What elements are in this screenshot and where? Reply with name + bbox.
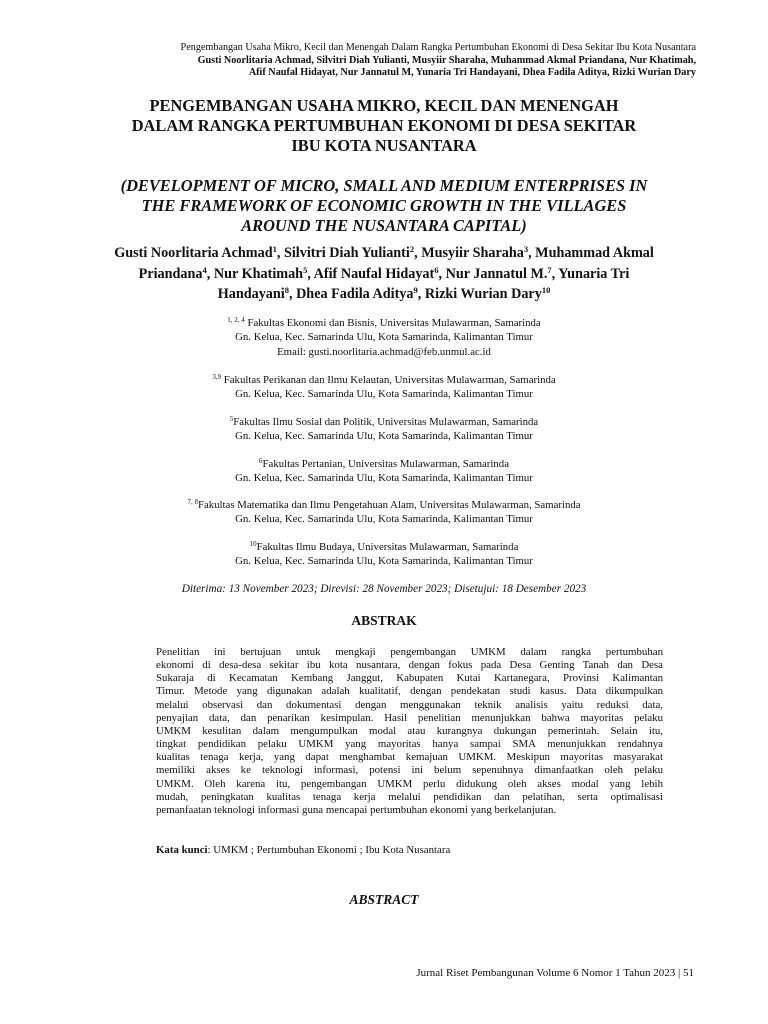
author-separator: , [276, 245, 284, 261]
author-name: Nur Jannatul M. [445, 265, 548, 282]
author-name: Silvitri Diah Yulianti [283, 245, 410, 261]
affiliation-block [120, 415, 648, 444]
keywords-label: Kata kunci [156, 844, 208, 856]
page-footer: Jurnal Riset Pembangunan Volume 6 Nomor 1 Tahun 2023 | 51 [416, 967, 694, 979]
affiliation-faculty [120, 415, 648, 429]
author-name: Dhea Fadila Aditya [296, 286, 414, 302]
running-head-authors-line1: Gusti Noorlitaria Achmad, Silvitri Diah Yulianti, Musyiir Sharaha, Muhammad Akmal Priandana, Nur Khatimah, [197, 54, 696, 66]
abstrak-line: memiliki akses ke teknologi informasi, potensi ini belum sepenuhnya dimanfaatkan oleh pelaku [156, 764, 663, 777]
author-separator: , [288, 286, 297, 302]
affiliation-mark: 5 [229, 415, 234, 423]
author-name: Afif Naufal Hidayat [313, 265, 435, 282]
author-name: Nur Khatimah [213, 265, 304, 282]
author-name: Muhammad Akmal Priandana [138, 245, 654, 282]
author-separator: , [414, 245, 422, 261]
abstrak-line: kualitas tenaga kerja, yang dapat menghambat kemajuan UMKM. Meskipun mayoritas masyarakat [156, 751, 663, 764]
author-separator: , [417, 286, 425, 302]
author-list [110, 243, 658, 305]
keywords [156, 844, 450, 856]
author-affiliation-mark: 6 [434, 264, 439, 275]
affiliation-mark: 7, 8 [187, 498, 198, 506]
affiliation-address: Gn. Kelua, Kec. Samarinda Ulu, Kota Samarinda, Kalimantan Timur [235, 430, 533, 443]
paper-title-line: DALAM RANGKA PERTUMBUHAN EKONOMI DI DESA SEKITAR [131, 116, 637, 135]
submission-dates: Diterima: 13 November 2023; Direvisi: 28 November 2023; Disetujui: 18 Desember 2023 [181, 583, 587, 595]
english-title-line: AROUND THE NUSANTARA CAPITAL) [241, 216, 527, 235]
affiliation-faculty-text: Fakultas Pertanian, Universitas Mulawarman, Samarinda [262, 458, 509, 470]
affiliation-faculty [120, 316, 648, 330]
affiliation-address: Gn. Kelua, Kec. Samarinda Ulu, Kota Samarinda, Kalimantan Timur [235, 472, 533, 485]
affiliation-block [120, 540, 648, 569]
affiliation-faculty-text: Fakultas Ilmu Budaya, Universitas Mulawarman, Samarinda [256, 541, 519, 553]
affiliation-mark: 1, 2, 4 [227, 316, 245, 324]
abstrak-line: mudah, peningkatan kualitas tenaga kerja melalui pendidikan dan pelatihan, serta optimalisasi [156, 790, 663, 803]
abstrak-line: pemanfaatan teknologi informasi guna mencapai pertumbuhan ekonomi yang berkelanjutan. [156, 803, 557, 816]
author-affiliation-mark: 4 [202, 264, 207, 275]
affiliation-faculty [120, 457, 648, 471]
paper-title-line: IBU KOTA NUSANTARA [291, 136, 477, 155]
abstrak-line: Sukaraja di Kecamatan Kembang Janggut, Kabupaten Kutai Kartanegara, Provinsi Kalimantan [156, 672, 663, 685]
affiliation-mark: 6 [259, 457, 263, 465]
affiliation-faculty [120, 373, 648, 387]
paper-title-line: PENGEMBANGAN USAHA MIKRO, KECIL DAN MENENGAH [149, 96, 619, 115]
author-name: Musyiir Sharaha [421, 245, 524, 261]
author-separator: , [551, 265, 559, 282]
english-title-line: THE FRAMEWORK OF ECONOMIC GROWTH IN THE VILLAGES [141, 196, 627, 215]
author-affiliation-mark: 5 [303, 264, 308, 275]
affiliation-block [120, 316, 648, 359]
paper-title [90, 96, 678, 156]
abstrak-line: melalui observasi dan dokumentasi dengan menggunakan teknik analisis yaitu reduksi data, [156, 698, 663, 711]
affiliation-faculty-text: Fakultas Matematika dan Ilmu Pengetahuan Alam, Universitas Mulawarman, Samarinda [197, 499, 581, 511]
author-name: Rizki Wurian Dary [424, 286, 542, 302]
affiliation-block [120, 373, 648, 402]
author-affiliation-mark: 3 [523, 244, 529, 254]
english-title [90, 176, 678, 236]
abstrak-line: Timur. Metode yang digunakan adalah kualitatif, dengan pendekatan studi kasus. Data dikumpulkan [156, 685, 663, 698]
author-affiliation-mark: 8 [284, 285, 289, 295]
english-title-line: (DEVELOPMENT OF MICRO, SMALL AND MEDIUM ENTERPRISES IN [120, 176, 648, 195]
affiliation-block [120, 457, 648, 486]
affiliation-address: Gn. Kelua, Kec. Samarinda Ulu, Kota Samarinda, Kalimantan Timur [235, 331, 533, 344]
running-head-authors-line2: Afif Naufal Hidayat, Nur Jannatul M, Yunaria Tri Handayani, Dhea Fadila Aditya, Rizki Wurian Dary [248, 67, 696, 79]
affiliation-block [120, 498, 648, 527]
affiliation-faculty [120, 498, 648, 512]
affiliation-address: Gn. Kelua, Kec. Samarinda Ulu, Kota Samarinda, Kalimantan Timur [235, 513, 533, 526]
author-affiliation-mark: 10 [541, 285, 551, 295]
author-separator: , [307, 265, 314, 282]
author-separator: , [438, 265, 446, 282]
author-separator: , [528, 245, 536, 261]
author-name: Yunaria Tri Handayani [217, 265, 630, 302]
abstrak-line: UMKM kesulitan dalam mengumpulkan modal atau kurangnya dukungan pemerintah. Selain itu, [156, 724, 663, 737]
abstrak-line: UMKM. Oleh karena itu, pengembangan UMKM perlu didukung oleh akses modal yang lebih [156, 777, 663, 790]
author-affiliation-mark: 1 [272, 244, 277, 254]
affiliation-address: Gn. Kelua, Kec. Samarinda Ulu, Kota Samarinda, Kalimantan Timur [235, 388, 533, 401]
abstract-heading: ABSTRACT [349, 892, 419, 907]
affiliation-faculty [120, 540, 648, 554]
keywords-text: : UMKM ; Pertumbuhan Ekonomi ; Ibu Kota Nusantara [207, 844, 451, 856]
author-affiliation-mark: 9 [413, 285, 418, 295]
abstrak-body [156, 646, 663, 817]
abstrak-line: tingkat pendidikan pelaku UMKM yang mayoritas hanya sampai SMA menunjukkan rendahnya [156, 738, 663, 751]
affiliation-faculty-text: Fakultas Perikanan dan Ilmu Kelautan, Universitas Mulawarman, Samarinda [221, 374, 556, 386]
author-name: Gusti Noorlitaria Achmad [114, 245, 273, 261]
abstrak-line: penyajian data, dan penarikan kesimpulan. Hasil penelitian menunjukkan bahwa mayoritas pelaku [156, 711, 663, 724]
affiliation-faculty-text: Fakultas Ilmu Sosial dan Politik, Universitas Mulawarman, Samarinda [233, 416, 539, 428]
author-affiliation-mark: 7 [547, 264, 552, 275]
abstrak-line: Penelitian ini bertujuan untuk mengkaji pengembangan UMKM dalam rangka pertumbuhan [156, 646, 663, 658]
affiliation-address: Gn. Kelua, Kec. Samarinda Ulu, Kota Samarinda, Kalimantan Timur [235, 555, 533, 568]
running-head-title: Pengembangan Usaha Mikro, Kecil dan Menengah Dalam Rangka Pertumbuhan Ekonomi di Desa Sekitar Ibu Kota Nusantara [180, 42, 696, 53]
affiliation-email: Email: gusti.noorlitaria.achmad@feb.unmul.ac.id [277, 345, 491, 358]
affiliation-mark: 3,9 [212, 373, 222, 381]
abstrak-line: ekonomi di desa-desa sekitar ibu kota nusantara, dengan fokus pada Desa Genting Tanah dan Desa [156, 659, 663, 672]
affiliation-faculty-text: Fakultas Ekonomi dan Bisnis, Universitas Mulawarman, Samarinda [244, 317, 541, 329]
author-affiliation-mark: 2 [409, 244, 415, 254]
running-head [60, 42, 696, 80]
abstrak-heading: ABSTRAK [351, 613, 417, 628]
author-separator: , [206, 265, 214, 282]
affiliation-mark: 10 [249, 540, 257, 548]
